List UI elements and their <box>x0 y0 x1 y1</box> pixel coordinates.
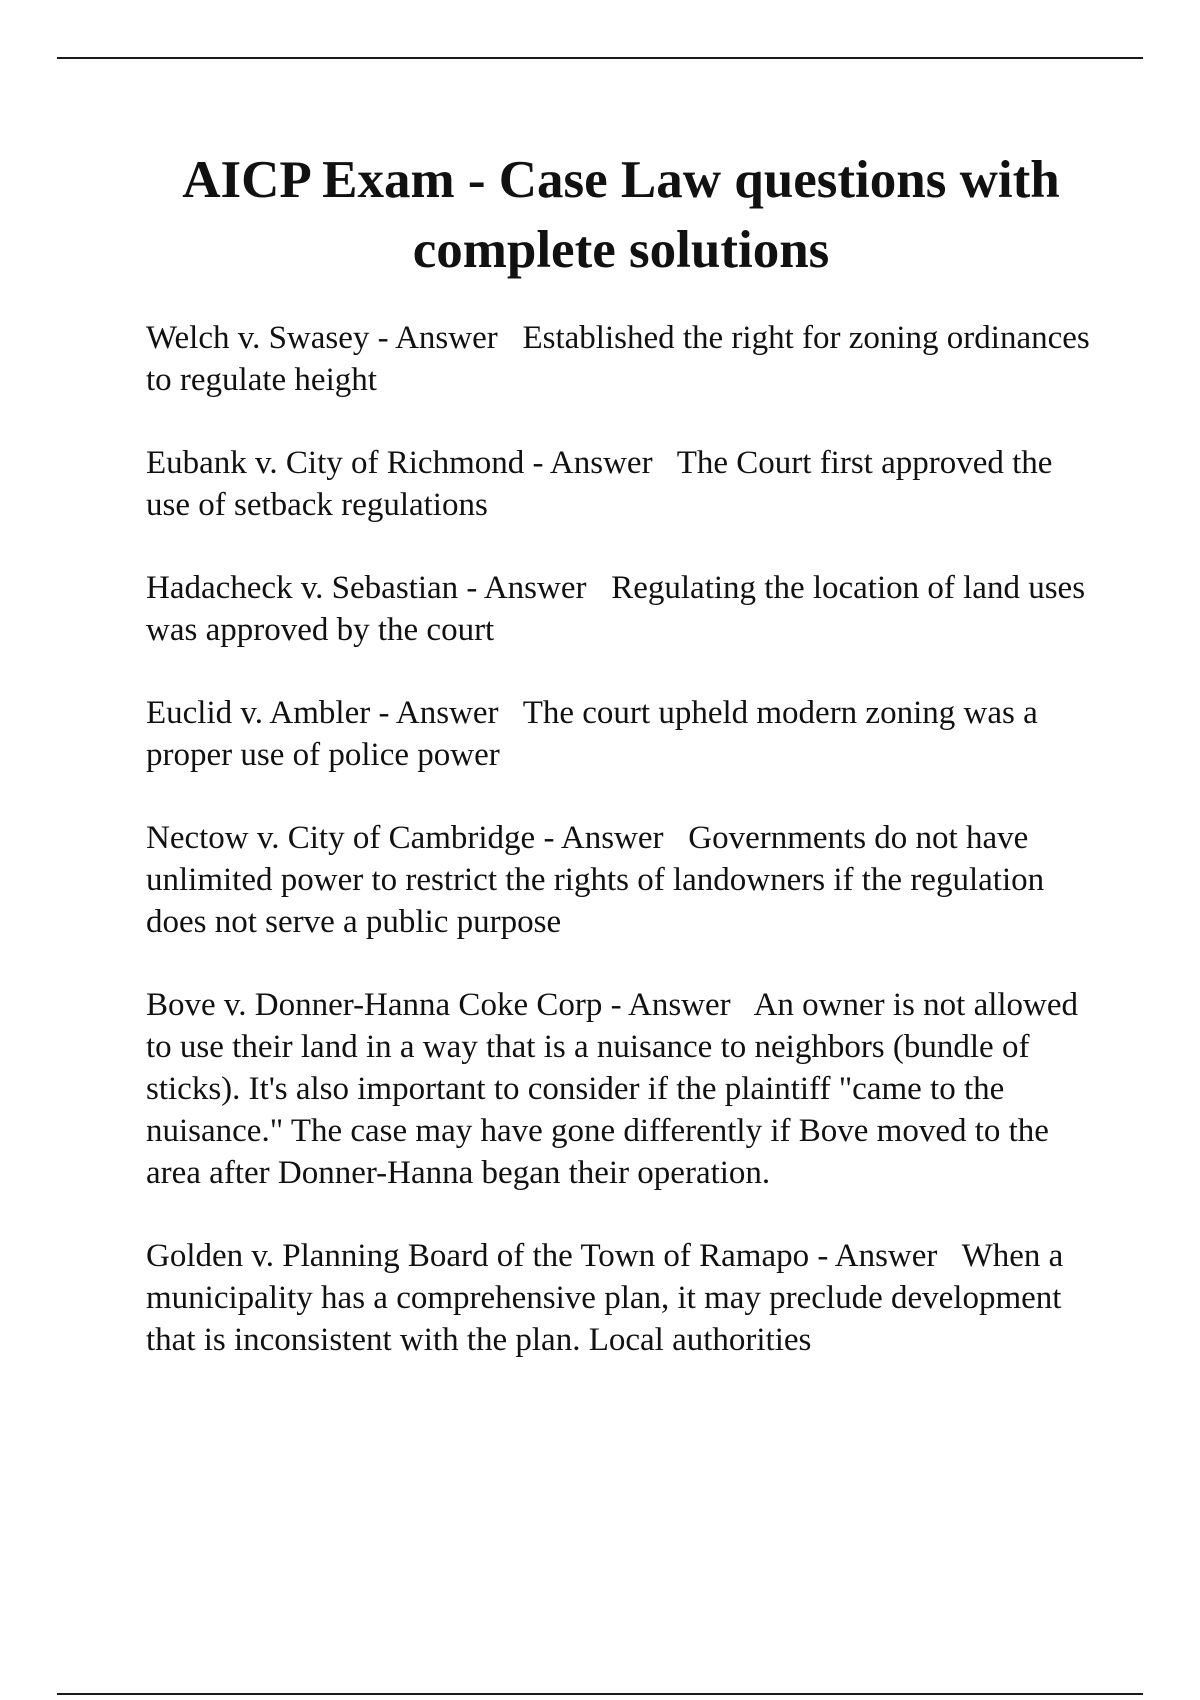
qa-entry <box>146 442 1096 526</box>
entry-answer: When a municipality has a comprehensive plan, it may preclude development that is inconsistent with the plan. Local authorities <box>146 1238 1064 1358</box>
entry-answer: Regulating the location of land uses was approved by the court <box>146 570 1086 648</box>
qa-entry <box>146 817 1096 943</box>
entry-question: Bove v. Donner-Hanna Coke Corp - Answer <box>146 987 731 1023</box>
document-title: AICP Exam - Case Law questions with complete solutions <box>182 151 1060 279</box>
document-page <box>146 145 1096 1402</box>
entry-question: Euclid v. Ambler - Answer <box>146 695 499 731</box>
bottom-rule <box>57 1693 1143 1695</box>
entry-question: Hadacheck v. Sebastian - Answer <box>146 570 587 606</box>
entry-question: Golden v. Planning Board of the Town of Ramapo - Answer <box>146 1238 938 1274</box>
qa-entry <box>146 692 1096 776</box>
entry-answer: Established the right for zoning ordinances to regulate height <box>146 320 1090 398</box>
entry-question: Welch v. Swasey - Answer <box>146 320 498 356</box>
qa-entry <box>146 317 1096 401</box>
qa-entry <box>146 984 1096 1194</box>
top-rule <box>57 57 1143 59</box>
entry-question: Eubank v. City of Richmond - Answer <box>146 445 653 481</box>
entry-answer: An owner is not allowed to use their land in a way that is a nuisance to neighbors (bundle of sticks). It's also important to consider if the plaintiff "came to the nuisance." The case may have gone differently if Bove moved to the area after Donner-Hanna began their operation. <box>146 987 1079 1191</box>
entry-answer: Governments do not have unlimited power to restrict the rights of landowners if the regulation does not serve a public purpose <box>146 820 1045 940</box>
entry-question: Nectow v. City of Cambridge - Answer <box>146 820 664 856</box>
qa-entry <box>146 567 1096 651</box>
entry-answer: The Court first approved the use of setback regulations <box>146 445 1053 523</box>
entry-answer: The court upheld modern zoning was a proper use of police power <box>146 695 1038 773</box>
qa-entry <box>146 1235 1096 1361</box>
qa-list <box>146 317 1096 1361</box>
